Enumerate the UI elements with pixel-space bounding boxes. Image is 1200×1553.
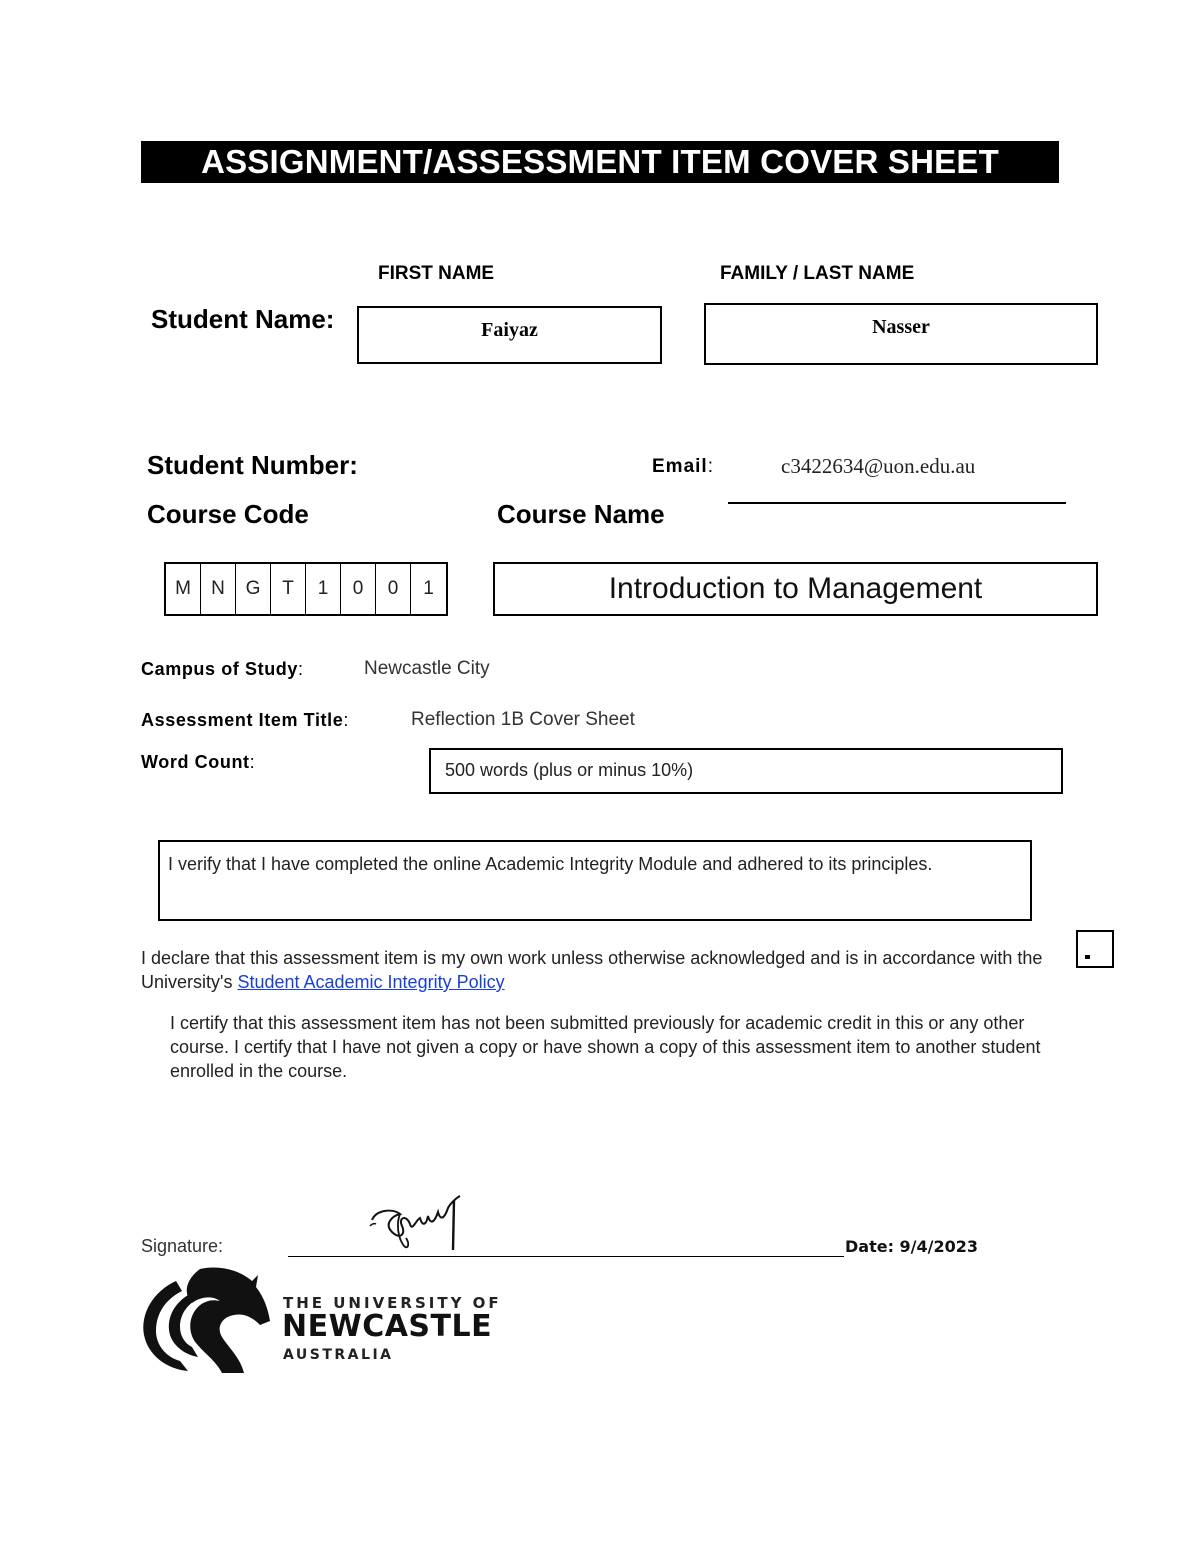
email-underline xyxy=(728,502,1066,504)
course-name-label: Course Name xyxy=(497,499,665,529)
date-label: Date: 9/4/2023 xyxy=(845,1237,979,1256)
first-name-header: FIRST NAME xyxy=(378,263,495,284)
word-count-field[interactable]: 500 words (plus or minus 10%) xyxy=(429,748,1063,794)
course-name-field[interactable]: Introduction to Management xyxy=(493,562,1098,616)
student-number-label: Student Number: xyxy=(147,450,358,480)
declaration-prefix: I declare that this assessment item is my own work unless otherwise acknowledged and is in accordance with the University's xyxy=(141,948,1043,992)
signature-label: Signature: xyxy=(141,1236,224,1256)
course-code-char[interactable]: 1 xyxy=(306,564,341,614)
campus-label: Campus of Study xyxy=(141,659,299,679)
first-name-field[interactable]: Faiyaz xyxy=(357,306,662,364)
course-code-label: Course Code xyxy=(147,499,309,529)
course-code-char[interactable]: 0 xyxy=(376,564,411,614)
signature-image xyxy=(362,1190,472,1256)
declaration-checkbox[interactable] xyxy=(1076,930,1114,968)
last-name-field[interactable]: Nasser xyxy=(704,303,1098,365)
logo-line3: AUSTRALIA xyxy=(283,1347,394,1363)
campus-label-group xyxy=(141,659,304,680)
email-label-group xyxy=(652,456,713,478)
email-colon: : xyxy=(707,456,713,477)
word-count-colon: : xyxy=(249,752,256,772)
course-code-char[interactable]: G xyxy=(236,564,271,614)
page-title: ASSIGNMENT/ASSESSMENT ITEM COVER SHEET xyxy=(141,141,1059,183)
signature-line xyxy=(288,1256,844,1257)
assessment-title-label: Assessment Item Title xyxy=(141,710,344,730)
assessment-title-colon: : xyxy=(343,710,349,730)
word-count-label: Word Count xyxy=(141,752,250,772)
logo-line1: THE UNIVERSITY OF xyxy=(283,1294,502,1312)
logo-line2: NEWCASTLE xyxy=(282,1309,493,1344)
assessment-title-label-group xyxy=(141,710,349,731)
integrity-statement-box xyxy=(158,840,1032,921)
student-name-label: Student Name: xyxy=(151,304,335,334)
last-name-header: FAMILY / LAST NAME xyxy=(720,263,915,284)
course-code-char[interactable]: T xyxy=(271,564,306,614)
email-value[interactable]: c3422634@uon.edu.au xyxy=(781,454,976,478)
certification-text: I certify that this assessment item has not been submitted previously for academic credit in this or any other course. I certify that I have not given a copy or have shown a copy of this assessment item to another student enrolled in the course. xyxy=(170,1013,1041,1081)
course-code-char[interactable]: M xyxy=(166,564,201,614)
course-code-char[interactable]: 0 xyxy=(341,564,376,614)
course-code-char[interactable]: 1 xyxy=(423,578,434,599)
assessment-title-value[interactable]: Reflection 1B Cover Sheet xyxy=(411,709,635,730)
email-label: Email xyxy=(652,456,708,477)
campus-colon: : xyxy=(298,659,304,679)
campus-value[interactable]: Newcastle City xyxy=(364,658,490,679)
integrity-statement: I verify that I have completed the online Academic Integrity Module and adhered to its principles. xyxy=(168,854,933,874)
checkbox-mark-icon xyxy=(1085,955,1090,959)
university-logo-icon xyxy=(140,1265,275,1375)
course-code-char[interactable]: N xyxy=(201,564,236,614)
declaration-text xyxy=(141,946,1056,994)
course-code-boxes[interactable] xyxy=(164,562,448,616)
word-count-label-group xyxy=(141,752,255,773)
integrity-policy-link[interactable]: Student Academic Integrity Policy xyxy=(237,972,505,992)
